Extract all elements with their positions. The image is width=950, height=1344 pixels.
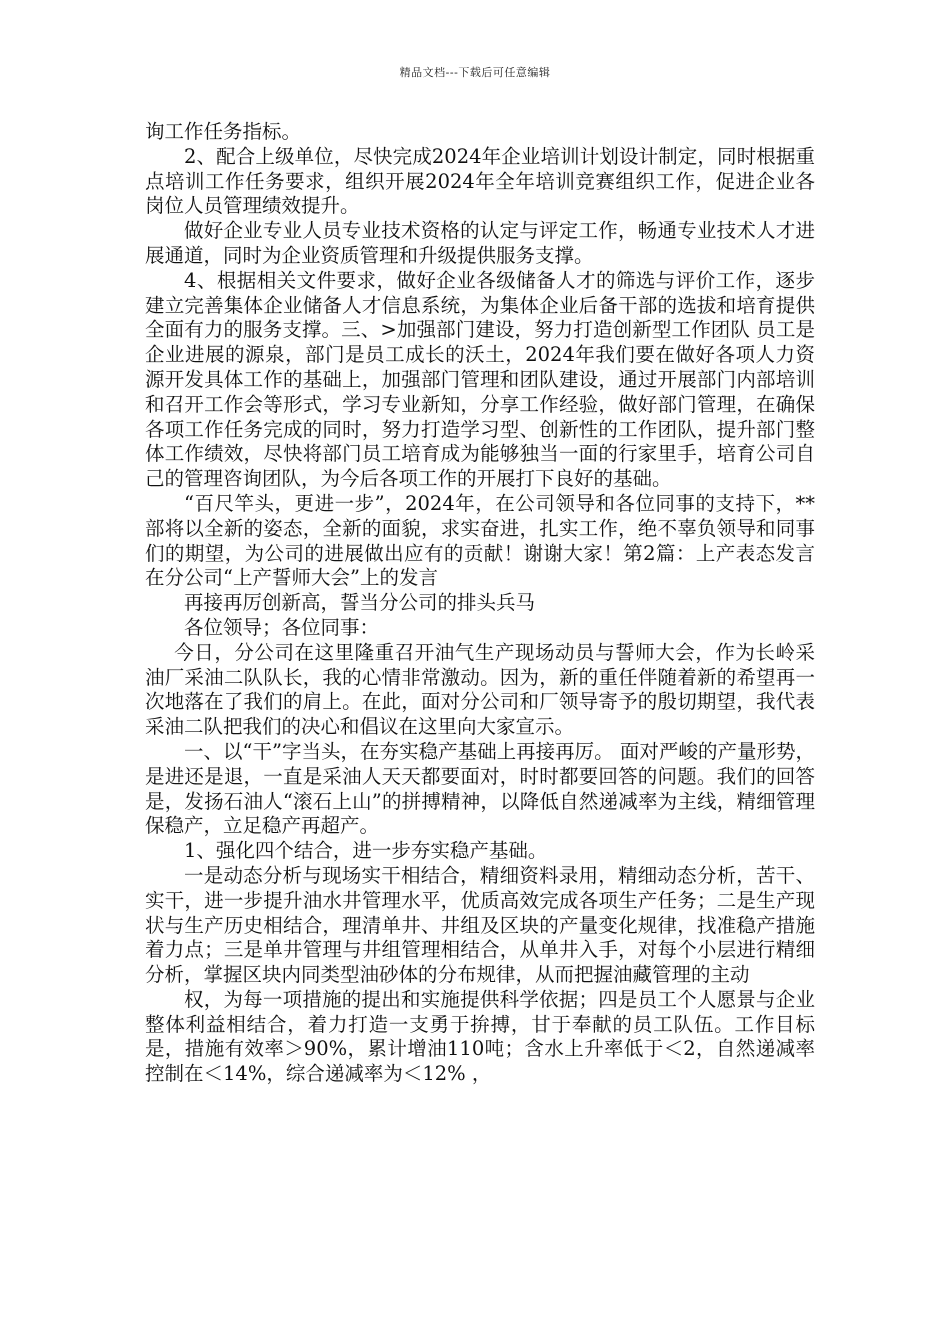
paragraph-opening: 今日，分公司在这里隆重召开油气生产现场动员与誓师大会，作为长岭采油厂采油二队队长，我的心情非常激动。因为，新的重任伴随着新的希望再一次地落在了我们的肩上。在此，面对分公司和厂领导寄予的殷切期望，我代表采油二队把我们的决心和倡议在这里向大家宣示。: [145, 640, 815, 739]
speech-salutation: 各位领导；各位同事：: [184, 615, 380, 639]
paragraph-section-1: 一、以“干”字当头，在夯实稳产基础上再接再厉。 面对严峻的产量形势，是进还是退，一直是采油人天天都要面对，时时都要回答的问题。我们的回答是，发扬石油人“滚石上山”的拼搏精神，以降低自然递减率为主线，精细管理保稳产，立足稳产再超产。: [145, 739, 815, 838]
paragraph-work-targets: 权，为每一项措施的提出和实施提供科学依据；四是员工个人愿景与企业整体利益相结合，着力打造一支勇于拚搏，甘于奉献的员工队伍。工作目标是，措施有效率＞90%，累计增油110吨；含水上升率低于＜2，自然递减率控制在＜14%，综合递减率为＜12% ，: [145, 987, 815, 1086]
paragraph-item-3: 做好企业专业人员专业技术资格的认定与评定工作，畅通专业技术人才进展通道，同时为企业资质管理和升级提供服务支撑。: [145, 219, 815, 267]
document-body: [145, 120, 815, 1087]
paragraph-item-2: 2、配合上级单位，尽快完成2024年企业培训计划设计制定，同时根据重点培训工作任务要求，组织开展2024年全年培训竞赛组织工作，促进企业各岗位人员管理绩效提升。: [145, 144, 815, 218]
speech-title: 再接再厉创新高，誓当分公司的排头兵马: [184, 591, 536, 615]
paragraph-item-4: 4、根据相关文件要求，做好企业各级储备人才的筛选与评价工作，逐步建立完善集体企业储备人才信息系统，为集体企业后备干部的选拔和培育提供全面有力的服务支撑。三、>加强部门建设，努力打造创新型工作团队 员工是企业进展的源泉，部门是员工成长的沃土，2024年我们要在做好各项人力资源开发具体工作的基础上，加强部门管理和团队建设，通过开展部门内部培训和召开工作会等形式，学习专业新知，分享工作经验，做好部门管理，在确保各项工作任务完成的同时，努力打造学习型、创新性的工作团队，提升部门整体工作绩效，尽快将部门员工培育成为能够独当一面的行家里手，培育公司自己的管理咨询团队，为今后各项工作的开展打下良好的基础。: [145, 268, 815, 491]
paragraph-subsection-1: 1、强化四个结合，进一步夯实稳产基础。: [184, 839, 548, 863]
paragraph-four-combinations: 一是动态分析与现场实干相结合，精细资料录用，精细动态分析，苦干、实干，进一步提升油水井管理水平，优质高效完成各项生产任务；二是生产现状与生产历史相结合，理清单井、井组及区块的产量变化规律，找准稳产措施着力点；三是单井管理与井组管理相结合，从单井入手，对每个小层进行精细分析，掌握区块内同类型油砂体的分布规律，从而把握油藏管理的主动: [145, 863, 815, 987]
paragraph-continuation: 询工作任务指标。: [145, 120, 302, 143]
paragraph-closing: “百尺竿头，更进一步”，2024年，在公司领导和各位同事的支持下，**部将以全新的姿态，全新的面貌，求实奋进，扎实工作，绝不辜负领导和同事们的期望，为公司的进展做出应有的贡献！谢谢大家！第2篇：上产表态发言在分公司“上产誓师大会”上的发言: [145, 491, 815, 590]
page-header: 精品文档---下载后可任意编辑: [399, 66, 551, 79]
